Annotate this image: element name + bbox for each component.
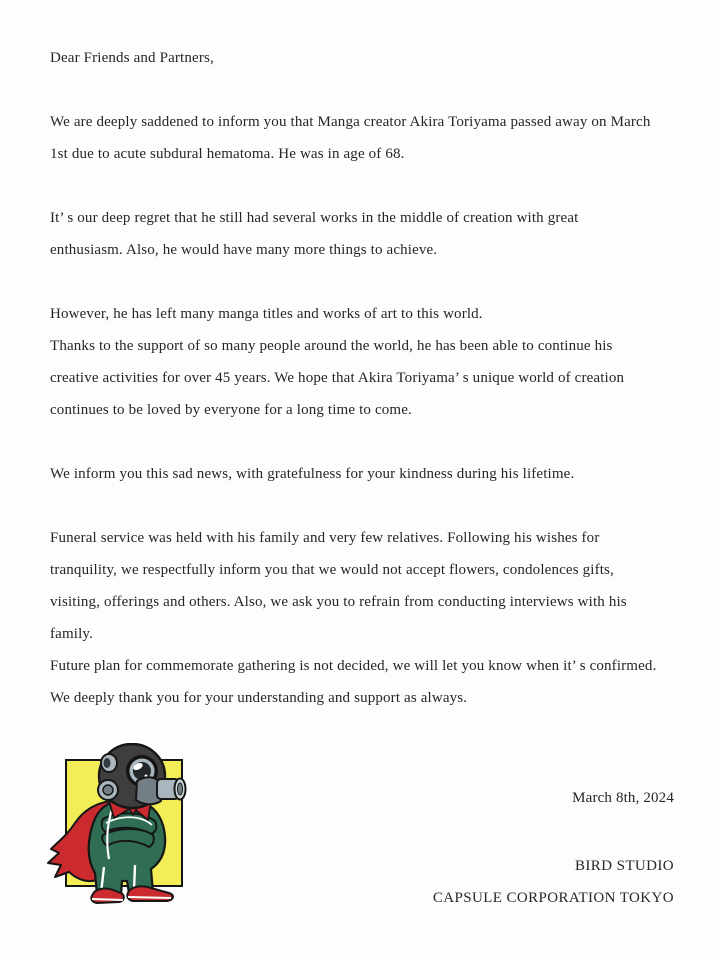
- signature-bird-studio: BIRD STUDIO: [575, 858, 674, 874]
- paragraph-gratitude: [50, 458, 674, 490]
- signature-capsule-corporation: CAPSULE CORPORATION TOKYO: [432, 890, 674, 906]
- paragraph-legacy: [50, 298, 674, 426]
- text-line: family.: [50, 626, 93, 642]
- salutation: Dear Friends and Partners,: [50, 50, 214, 66]
- robot-gas-mask-mascot-icon: [45, 743, 195, 908]
- paragraph-regret: [50, 202, 674, 266]
- text-line: We deeply thank you for your understanding and support as always.: [50, 690, 468, 706]
- text-line: Funeral service was held with his family and very few relatives. Following his wishes for: [50, 530, 600, 546]
- mascot-canister-opening: [178, 783, 183, 795]
- mascot-ear-filter-center: [103, 785, 113, 795]
- text-line: We are deeply saddened to inform you that Manga creator Akira Toriyama passed away on March: [50, 114, 651, 130]
- paragraph-death-announcement: [50, 106, 674, 170]
- text-line: visiting, offerings and others. Also, we ask you to refrain from conducting interviews with his: [50, 594, 627, 610]
- text-line: Future plan for commemorate gathering is not decided, we will let you know when it’ s confirmed.: [50, 658, 657, 674]
- text-line: enthusiasm. Also, he would have many more things to achieve.: [50, 242, 438, 258]
- mascot-shoe-sole: [128, 897, 171, 898]
- letter-date: March 8th, 2024: [572, 790, 674, 806]
- text-line: We inform you this sad news, with gratefulness for your kindness during his lifetime.: [50, 466, 575, 482]
- text-line: It’ s our deep regret that he still had several works in the middle of creation with great: [50, 210, 579, 226]
- text-line: However, he has left many manga titles and works of art to this world.: [50, 306, 483, 322]
- text-line: continues to be loved by everyone for a long time to come.: [50, 402, 412, 418]
- mascot-shoe-sole: [92, 899, 123, 900]
- text-line: 1st due to acute subdural hematoma. He was in age of 68.: [50, 146, 405, 162]
- text-line: Thanks to the support of so many people around the world, he has been able to continue his: [50, 338, 613, 354]
- text-line: tranquility, we respectfully inform you that we would not accept flowers, condolences gifts,: [50, 562, 614, 578]
- paragraph-funeral: [50, 522, 674, 714]
- mascot-side-lens-center: [104, 758, 111, 768]
- text-line: creative activities for over 45 years. We hope that Akira Toriyama’ s unique world of creation: [50, 370, 625, 386]
